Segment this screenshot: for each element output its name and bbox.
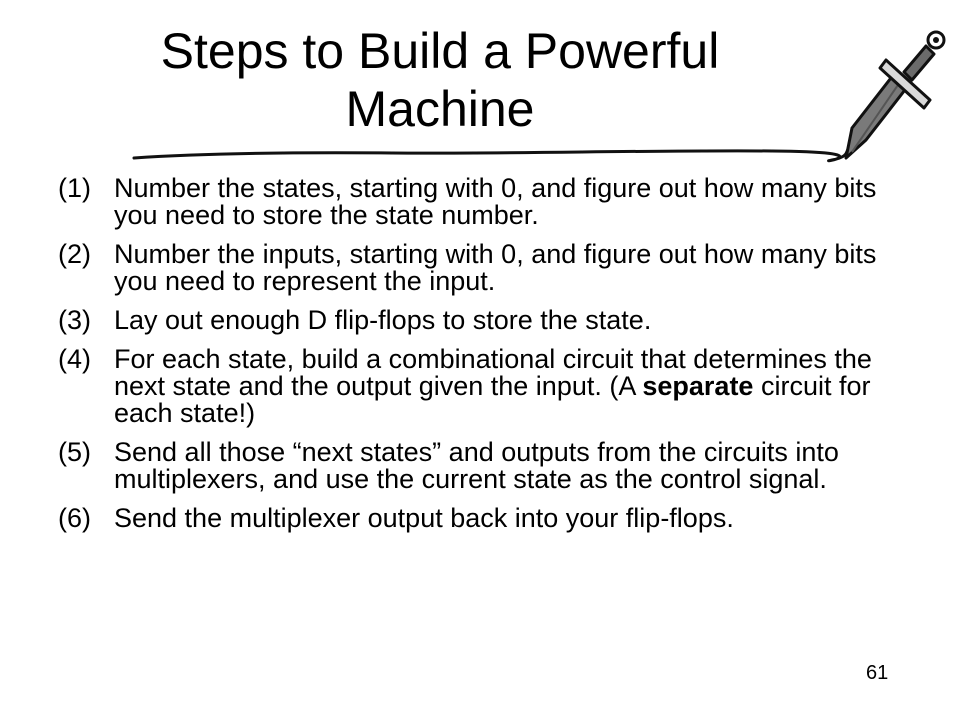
title-line-2: Machine	[345, 81, 535, 137]
emphasis-text: separate	[642, 371, 754, 401]
step-number: (2)	[58, 239, 91, 269]
step-text-part: circuit for each state!)	[114, 371, 871, 428]
step-number: (5)	[58, 437, 91, 467]
step-text: Number the inputs, starting with 0, and figure out how many bits you need to represent the input.	[114, 239, 877, 296]
step-text: Send all those “next states” and outputs from the circuits into multiplexers, and use the current state as the control signal.	[114, 437, 839, 494]
step-number: (4)	[58, 344, 91, 374]
list-item	[58, 439, 918, 493]
steps-list	[58, 175, 918, 544]
step-text	[114, 346, 918, 427]
sword-icon	[838, 12, 948, 162]
list-item	[58, 241, 918, 295]
step-number: (6)	[58, 503, 91, 533]
step-text-part: For each state, build a combinational circuit that determines the next state and the output given the input. (A	[114, 344, 872, 401]
page-number: 61	[866, 662, 889, 684]
list-item	[58, 307, 918, 334]
list-item	[58, 175, 918, 229]
step-number: (1)	[58, 173, 91, 203]
step-text: Lay out enough D flip-flops to store the state.	[114, 305, 652, 335]
list-item	[58, 505, 918, 532]
list-item	[58, 346, 918, 427]
title-underline	[132, 138, 852, 168]
title-line-1: Steps to Build a Powerful	[160, 23, 720, 79]
slide-title	[90, 22, 790, 138]
step-text: Send the multiplexer output back into your flip-flops.	[114, 503, 734, 533]
step-number: (3)	[58, 305, 91, 335]
step-text: Number the states, starting with 0, and figure out how many bits you need to store the state number.	[114, 173, 877, 230]
